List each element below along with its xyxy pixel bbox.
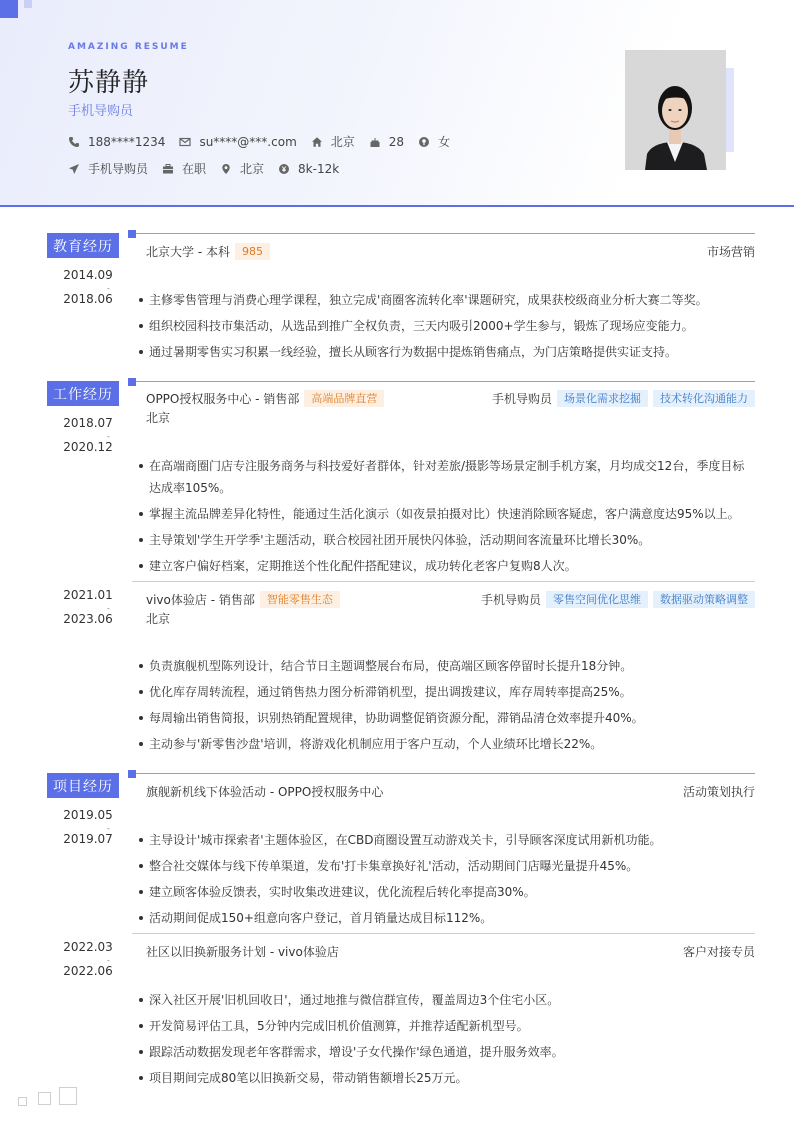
section-title-work: 工作经历 bbox=[47, 381, 119, 406]
date-start: 2019.05 bbox=[63, 808, 113, 822]
status-item bbox=[162, 160, 206, 177]
gender-item bbox=[418, 133, 450, 150]
section-marker bbox=[128, 378, 136, 386]
gender-icon bbox=[418, 136, 430, 148]
corner-decoration bbox=[0, 0, 18, 18]
list-item: 项目期间完成80笔以旧换新交易，带动销售额增长25万元。 bbox=[149, 1067, 749, 1089]
role-label: 手机导购员 bbox=[480, 593, 541, 607]
intent-city-item bbox=[220, 160, 264, 177]
date-separator: - bbox=[107, 824, 110, 833]
salary-item bbox=[278, 162, 339, 176]
list-item: 建立客户偏好档案，定期推送个性化配件搭配建议，成功转化老客户复购8人次。 bbox=[149, 555, 749, 577]
list-item: 主动参与'新零售沙盘'培训，将游戏化机制应用于客户互动，个人业绩环比增长22%。 bbox=[149, 733, 749, 755]
school-tag: 985 bbox=[235, 243, 270, 260]
cake-icon bbox=[369, 136, 381, 148]
date-end: 2022.06 bbox=[63, 964, 113, 978]
skill-tag: 技术转化沟通能力 bbox=[653, 390, 755, 407]
work-location: 北京 bbox=[146, 612, 171, 626]
money-icon bbox=[278, 163, 290, 175]
section-rule bbox=[132, 773, 755, 774]
project-role: 活动策划执行 bbox=[682, 785, 755, 799]
person-name: 苏静静 bbox=[68, 68, 150, 98]
phone-item bbox=[68, 135, 165, 149]
home-item bbox=[311, 133, 355, 150]
section-rule bbox=[132, 233, 755, 234]
date-start: 2014.09 bbox=[63, 268, 113, 282]
email-item bbox=[179, 135, 296, 149]
age-text: 28 bbox=[388, 134, 405, 149]
corner-decoration-bottom bbox=[18, 1097, 27, 1106]
company-label: OPPO授权服务中心 - 销售部 bbox=[146, 392, 300, 406]
role-label: 手机导购员 bbox=[491, 392, 552, 406]
list-item: 负责旗舰机型陈列设计，结合节日主题调整展台布局，使高端区顾客停留时长提升18分钟。 bbox=[149, 655, 749, 677]
list-item: 组织校园科技市集活动，从选品到推广全权负责，三天内吸引2000+学生参与，锻炼了现场应变能力。 bbox=[149, 315, 749, 337]
company-tag: 智能零售生态 bbox=[260, 591, 340, 608]
header-divider bbox=[0, 205, 794, 207]
job-title: 手机导购员 bbox=[68, 104, 134, 119]
date-start: 2018.07 bbox=[63, 416, 113, 430]
work-location: 北京 bbox=[146, 411, 171, 425]
status-text: 在职 bbox=[182, 162, 207, 176]
date-start: 2021.01 bbox=[63, 588, 113, 602]
section-title-projects: 项目经历 bbox=[47, 773, 119, 798]
date-start: 2022.03 bbox=[63, 940, 113, 954]
list-item: 主修零售管理与消费心理学课程，独立完成'商圈客流转化率'课题研究，成果获校级商业分析大赛二等奖。 bbox=[149, 289, 749, 311]
company-label: vivo体验店 - 销售部 bbox=[146, 593, 255, 607]
brand-text: AMAZING RESUME bbox=[68, 42, 189, 52]
phone-icon bbox=[68, 136, 80, 148]
list-item: 在高端商圈门店专注服务商务与科技爱好者群体，针对差旅/摄影等场景定制手机方案，月均成交12台，季度目标达成率105%。 bbox=[149, 455, 749, 499]
entry-divider bbox=[132, 581, 755, 582]
section-title-education: 教育经历 bbox=[47, 233, 119, 258]
major: 市场营销 bbox=[706, 245, 755, 259]
list-item: 深入社区开展'旧机回收日'，通过地推与微信群宣传，覆盖周边3个住宅小区。 bbox=[149, 989, 749, 1011]
company-tag: 高端品牌直营 bbox=[304, 390, 384, 407]
entry-divider bbox=[132, 933, 755, 934]
school-label: 北京大学 - 本科 bbox=[146, 245, 230, 259]
date-separator: - bbox=[107, 432, 110, 441]
section-marker bbox=[128, 230, 136, 238]
corner-decoration-bottom bbox=[59, 1087, 77, 1105]
list-item: 跟踪活动数据发现老年客群需求，增设'子女代操作'绿色通道，提升服务效率。 bbox=[149, 1041, 749, 1063]
list-item: 活动期间促成150+组意向客户登记，首月销量达成目标112%。 bbox=[149, 907, 749, 929]
salary-text: 8k-12k bbox=[298, 161, 340, 176]
phone-text: 188****1234 bbox=[88, 134, 166, 149]
list-item: 每周输出销售简报，识别热销配置规律，协助调整促销资源分配，滞销品清仓效率提升40%。 bbox=[149, 707, 749, 729]
list-item: 整合社交媒体与线下传单渠道，发布'打卡集章换好礼'活动，活动期间门店曝光量提升45%。 bbox=[149, 855, 749, 877]
location-pin-icon bbox=[220, 163, 232, 175]
list-item: 主导设计'城市探索者'主题体验区，在CBD商圈设置互动游戏关卡，引导顾客深度试用新机功能。 bbox=[149, 829, 749, 851]
company-name bbox=[146, 591, 340, 608]
list-item: 开发简易评估工具，5分钟内完成旧机价值测算，并推荐适配新机型号。 bbox=[149, 1015, 749, 1037]
project-role: 客户对接专员 bbox=[682, 945, 755, 959]
date-end: 2023.06 bbox=[63, 612, 113, 626]
list-item: 通过暑期零售实习积累一线经验，擅长从顾客行为数据中提炼销售痛点，为门店策略提供实证支持。 bbox=[149, 341, 749, 363]
skill-tag: 场景化需求挖掘 bbox=[557, 390, 648, 407]
project-name: 社区以旧换新服务计划 - vivo体验店 bbox=[146, 945, 339, 959]
date-end: 2019.07 bbox=[63, 832, 113, 846]
intent-role-item bbox=[68, 160, 148, 177]
date-end: 2018.06 bbox=[63, 292, 113, 306]
job-intent-row bbox=[68, 160, 353, 177]
skill-tag: 零售空间优化思维 bbox=[546, 591, 648, 608]
intent-role-text: 手机导购员 bbox=[88, 162, 149, 176]
contact-row bbox=[68, 133, 464, 150]
age-item bbox=[369, 135, 404, 149]
mail-icon bbox=[179, 136, 191, 148]
date-end: 2020.12 bbox=[63, 440, 113, 454]
list-item: 建立顾客体验反馈表，实时收集改进建议，优化流程后转化率提高30%。 bbox=[149, 881, 749, 903]
briefcase-icon bbox=[162, 163, 174, 175]
corner-decoration-small bbox=[24, 0, 32, 8]
role-info bbox=[492, 390, 755, 407]
section-marker bbox=[128, 770, 136, 778]
send-icon bbox=[68, 163, 80, 175]
date-separator: - bbox=[107, 956, 110, 965]
school-name bbox=[146, 243, 270, 260]
role-info bbox=[481, 591, 755, 608]
profile-photo bbox=[625, 50, 726, 170]
list-item: 优化库存周转流程，通过销售热力图分析滞销机型，提出调拨建议，库存周转率提高25%。 bbox=[149, 681, 749, 703]
list-item: 掌握主流品牌差异化特性，能通过生活化演示（如夜景拍摄对比）快速消除顾客疑虑，客户满意度达95%以上。 bbox=[149, 503, 749, 525]
date-separator: - bbox=[107, 604, 110, 613]
section-rule bbox=[132, 381, 755, 382]
intent-city-text: 北京 bbox=[240, 162, 265, 176]
home-text: 北京 bbox=[330, 135, 355, 149]
company-name bbox=[146, 390, 384, 407]
date-separator: - bbox=[107, 284, 110, 293]
home-icon bbox=[311, 136, 323, 148]
list-item: 主导策划'学生开学季'主题活动，联合校园社团开展快闪体验，活动期间客流量环比增长30%。 bbox=[149, 529, 749, 551]
email-text: su****@***.com bbox=[199, 134, 297, 149]
gender-text: 女 bbox=[438, 135, 451, 149]
corner-decoration-bottom bbox=[38, 1092, 51, 1105]
skill-tag: 数据驱动策略调整 bbox=[653, 591, 755, 608]
project-name: 旗舰新机线下体验活动 - OPPO授权服务中心 bbox=[146, 785, 384, 799]
